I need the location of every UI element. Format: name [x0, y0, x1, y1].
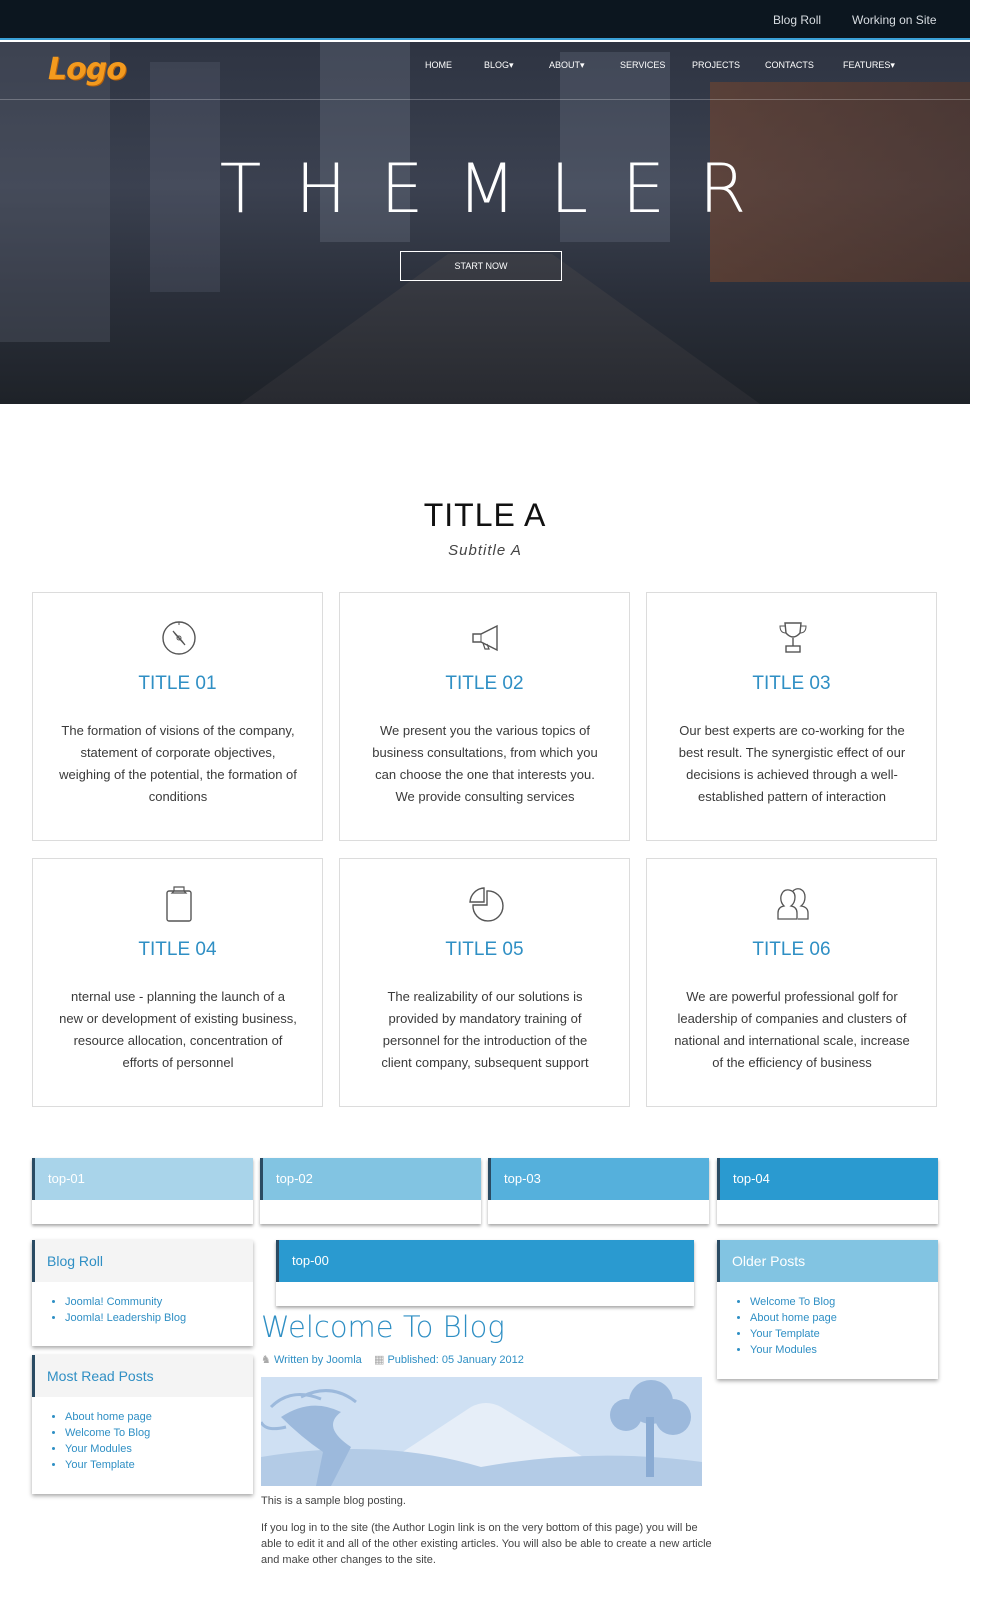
module-title: Older Posts [717, 1240, 938, 1282]
feature-card [32, 858, 323, 1107]
nav-label: PROJECTS [692, 60, 741, 70]
list-item[interactable]: • About home page [65, 1409, 253, 1425]
top-module-header: top-00 [276, 1240, 694, 1282]
list-item[interactable]: • Joomla! Community [65, 1294, 253, 1310]
chevron-down-icon: ▾ [580, 60, 585, 70]
blog-roll-list [32, 1282, 253, 1326]
feature-title: TITLE 02 [445, 673, 524, 694]
article-date: Published: 05 January 2012 [387, 1354, 524, 1366]
module-title: Most Read Posts [32, 1355, 253, 1397]
article-paragraph: If you log in to the site (the Author Login link is on the very bottom of this page) you will be able to edit it and all of the other existing articles. You will also be able to create a new article and make other changes to the site. [261, 1522, 712, 1566]
nav-item-about[interactable] [549, 60, 585, 71]
feature-title: TITLE 04 [138, 939, 217, 960]
chevron-down-icon: ▾ [890, 60, 895, 70]
older-posts-module [717, 1240, 938, 1379]
feature-text: We present you the various topics of business consultations, from which you can choose the one that interests you. We provide consulting services [372, 723, 598, 804]
nav-item-services[interactable] [620, 60, 665, 70]
feature-text: Our best experts are co-working for the best result. The synergistic effect of our decisions is achieved through a well-established pattern of interaction [678, 723, 906, 804]
nav-label: ABOUT [549, 60, 581, 70]
section-subtitle: Subtitle A [448, 542, 522, 559]
feature-card [339, 592, 630, 841]
chevron-down-icon: ▾ [509, 60, 514, 70]
hero-title: THEMLER [219, 150, 781, 229]
feature-card [646, 858, 937, 1107]
blog-roll-module [32, 1240, 253, 1346]
list-item[interactable]: • Your Template [750, 1326, 938, 1342]
article-title[interactable]: Welcome To Blog [261, 1310, 505, 1344]
top-bar [0, 0, 970, 40]
start-now-button[interactable]: START NOW [400, 251, 562, 281]
hero-banner [0, 42, 970, 404]
nav-label: CONTACTS [765, 60, 814, 70]
feature-text: The formation of visions of the company, statement of corporate objectives, weighing of the potential, the formation of conditions [59, 723, 297, 804]
feature-card [32, 592, 323, 841]
nav-item-home[interactable] [425, 60, 452, 70]
feature-card [339, 858, 630, 1107]
clipboard-icon [160, 885, 198, 923]
most-read-list [32, 1397, 253, 1473]
feature-text: The realizability of our solutions is provided by mandatory training of personnel for the introduction of the client company, subsequent support [381, 989, 589, 1070]
article-author: Written by Joomla [273, 1354, 362, 1366]
calendar-icon: ▦ [374, 1354, 385, 1366]
list-item[interactable]: • Your Modules [750, 1342, 938, 1358]
feature-text: We are powerful professional golf for leadership of companies and clusters of national and international scale, increase of the efficiency of business [674, 989, 910, 1070]
top-module [488, 1158, 709, 1224]
feature-title: TITLE 01 [138, 673, 217, 694]
feature-title: TITLE 06 [752, 939, 831, 960]
nav-item-blog[interactable] [484, 60, 514, 71]
topbar-link-working-on-site[interactable]: Working on Site [852, 13, 937, 27]
compass-icon [160, 619, 198, 657]
landscape-image [261, 1377, 702, 1486]
older-posts-list [717, 1282, 938, 1358]
nav-item-contacts[interactable] [765, 60, 814, 70]
user-icon: ♞ [261, 1354, 271, 1366]
top-module [717, 1158, 938, 1224]
top-module [260, 1158, 481, 1224]
top-module-header: top-04 [717, 1158, 938, 1200]
article-paragraph: This is a sample blog posting. [261, 1495, 406, 1507]
nav-label: HOME [425, 60, 452, 70]
site-logo[interactable]: Logo [48, 52, 126, 87]
most-read-module [32, 1355, 253, 1494]
feature-text: nternal use - planning the launch of a new or development of existing business, resource allocation, concentration of efforts of personnel [59, 989, 297, 1070]
top-module-header: top-01 [32, 1158, 253, 1200]
list-item[interactable]: • Welcome To Blog [65, 1425, 253, 1441]
top-module-header: top-03 [488, 1158, 709, 1200]
list-item[interactable]: • Your Template [65, 1457, 253, 1473]
nav-label: FEATURES [843, 60, 891, 70]
nav-item-projects[interactable] [692, 60, 740, 70]
article-image [261, 1377, 702, 1486]
top-module-header: top-02 [260, 1158, 481, 1200]
feature-title: TITLE 03 [752, 673, 831, 694]
nav-label: SERVICES [620, 60, 666, 70]
list-item[interactable]: • About home page [750, 1310, 938, 1326]
module-title: Blog Roll [32, 1240, 253, 1282]
list-item[interactable]: • Your Modules [65, 1441, 253, 1457]
feature-title: TITLE 05 [445, 939, 524, 960]
topbar-link-blog-roll[interactable]: Blog Roll [773, 13, 822, 27]
pie-chart-icon [467, 885, 505, 923]
top-00-module [276, 1240, 694, 1306]
list-item[interactable]: • Welcome To Blog [750, 1294, 938, 1310]
megaphone-icon [467, 619, 505, 657]
article-meta [261, 1353, 524, 1366]
top-module [32, 1158, 253, 1224]
nav-item-features[interactable] [843, 60, 895, 71]
section-title: TITLE A [423, 497, 547, 533]
trophy-icon [774, 619, 812, 657]
users-icon [774, 885, 812, 923]
nav-divider [0, 99, 970, 100]
list-item[interactable]: • Joomla! Leadership Blog [65, 1310, 253, 1326]
feature-card [646, 592, 937, 841]
nav-label: BLOG [484, 60, 510, 70]
